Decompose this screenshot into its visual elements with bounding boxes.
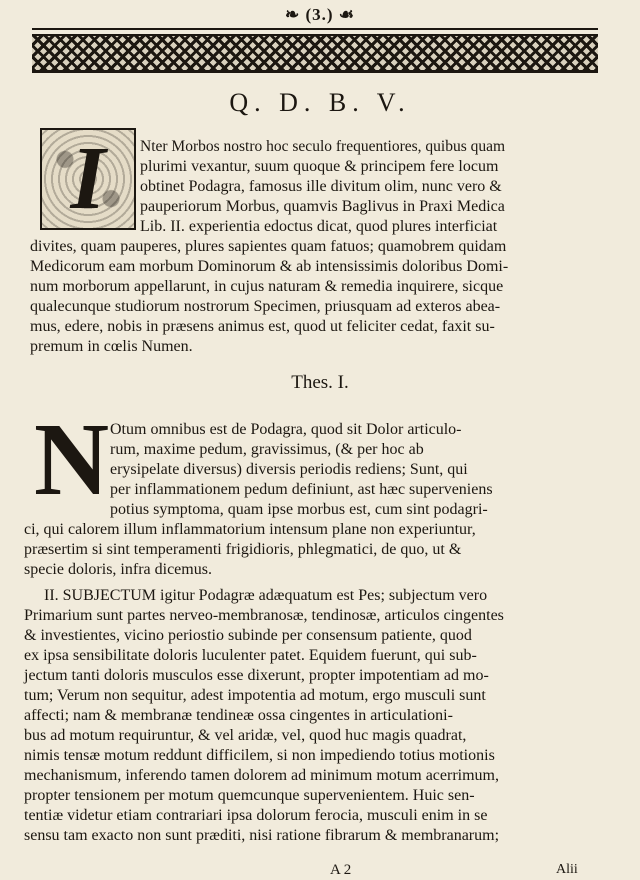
para2-line: præsertim si sint temperamenti frigidioris, phlegmatici, de quo, ut & bbox=[24, 541, 462, 558]
para2-line: erysipelate diversus) diversis periodis rediens; Sunt, qui bbox=[110, 461, 468, 478]
para3-line: mechanismum, inferendo tamen dolorem ad minimum motum acerrimum, bbox=[24, 767, 499, 784]
decorated-initial bbox=[40, 128, 136, 230]
para3-line: II. SUBJECTUM igitur Podagræ adæquatum est Pes; subjectum vero bbox=[44, 587, 488, 604]
initial-letter-N: N bbox=[34, 402, 110, 517]
para3-line: ex ipsa sensibilitate doloris luculenter patet. Equidem fuerunt, qui sub- bbox=[24, 647, 477, 664]
section-heading-thes: Thes. I. bbox=[291, 372, 349, 393]
para1-line: Medicorum eam morbum Dominorum & ab intensissimis doloribus Domi- bbox=[30, 258, 509, 275]
para3-line: propter tensionem per motum quemcunque supervenientem. Huic sen- bbox=[24, 787, 475, 804]
para3-line: & investientes, vicino periostio subinde per consensum patiente, quod bbox=[24, 627, 472, 644]
para1-line: mus, edere, nobis in præsens animus est, quod ut feliciter cedat, faxit su- bbox=[30, 318, 495, 335]
para1-line: plurimi vexantur, suum quoque & principem fere locum bbox=[140, 158, 499, 175]
right-fleuron-icon: ☙ bbox=[338, 5, 356, 24]
para2-line: specie doloris, infra dicemus. bbox=[24, 561, 212, 578]
para3-line: bus ad motum requiruntur, & vel aridæ, vel, quod huc magis quadrat, bbox=[24, 727, 467, 744]
para1-line: num morborum appellarunt, in cujus naturam & remedia inquirere, sicque bbox=[30, 278, 504, 295]
para3-line: sensu tam exacto non sunt præditi, nisi ratione fibrarum & membranarum; bbox=[24, 827, 500, 844]
para2-line: ci, qui calorem illum inflammatorium intensum plane non experiuntur, bbox=[24, 521, 476, 538]
heading-qdbv: Q. D. B. V. bbox=[229, 88, 411, 117]
initial-letter-I: I bbox=[70, 129, 106, 228]
para1-line: premum in cœlis Numen. bbox=[30, 338, 193, 355]
para2-line: Otum omnibus est de Podagra, quod sit Dolor articulo- bbox=[110, 421, 462, 438]
para3-line: affecti; nam & membranæ tendineæ ossa cingentes in articulationi- bbox=[24, 707, 453, 724]
para1-line: qualecunque studiorum nostrorum Specimen, priusquam ad exteros abea- bbox=[30, 298, 501, 315]
para3-line: Primarium sunt partes nerveo-membranosæ, tendinosæ, articulos cingentes bbox=[24, 607, 504, 624]
ornamental-band bbox=[32, 34, 598, 72]
bottom-rule bbox=[32, 72, 598, 73]
page-number bbox=[0, 5, 640, 25]
para1-line: divites, quam pauperes, plures sapientes quam fatuos; quamobrem quidam bbox=[30, 238, 507, 255]
page-number-text: (3.) bbox=[305, 5, 334, 24]
para2-line: potius symptoma, quam ipse morbus est, cum sint podagri- bbox=[110, 501, 488, 518]
para3-line: nimis tensæ motum reddunt difficilem, si non impediendo totius motionis bbox=[24, 747, 495, 764]
para3-line: tentiæ videtur etiam contrariari ipsa dolorum ferocia, musculi enim in se bbox=[24, 807, 488, 824]
para1-line: Lib. II. experientia edoctus dicat, quod plures interficiat bbox=[140, 218, 498, 235]
top-rule bbox=[32, 28, 598, 30]
para1-line: obtinet Podagra, famosus ille divitum olim, nunc vero & bbox=[140, 178, 502, 195]
para1-line: Nter Morbos nostro hoc seculo frequentiores, quibus quam bbox=[140, 138, 506, 155]
catchword: Alii bbox=[556, 862, 578, 877]
para2-line: rum, maxime pedum, gravissimus, (& per hoc ab bbox=[110, 441, 424, 458]
para3-line: jectum tanti doloris musculos esse dixerunt, propter impotentiam ad mo- bbox=[24, 667, 489, 684]
signature-mark: A 2 bbox=[330, 862, 352, 878]
para2-line: per inflammationem pedum definiunt, ast hæc superveniens bbox=[110, 481, 493, 498]
para3-line: tum; Verum non sequitur, adest impotentia ad motum, ergo musculi sunt bbox=[24, 687, 486, 704]
para1-line: pauperiorum Morbus, quamvis Baglivus in Praxi Medica bbox=[140, 198, 505, 215]
left-fleuron-icon: ❧ bbox=[284, 5, 301, 24]
